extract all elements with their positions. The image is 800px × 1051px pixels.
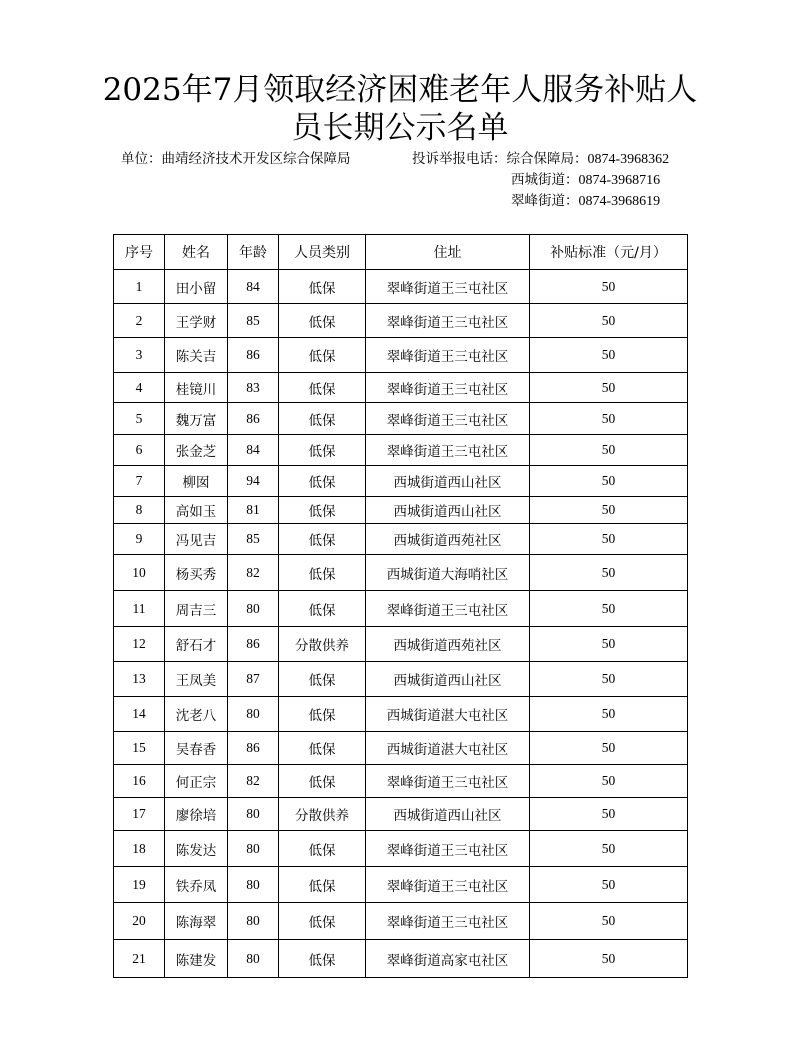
cell-age: 80 — [228, 831, 279, 867]
table-row — [114, 270, 688, 304]
hotline-phone: 0874-3968716 — [578, 173, 661, 188]
cell-age: 81 — [228, 497, 279, 524]
cell-serial: 18 — [114, 831, 165, 867]
cell-name: 周吉三 — [165, 591, 228, 627]
cell-address: 翠峰街道王三屯社区 — [366, 435, 530, 466]
cell-age: 82 — [228, 555, 279, 591]
table-row — [114, 867, 688, 903]
cell-category: 低保 — [279, 270, 366, 304]
header-address: 住址 — [366, 235, 530, 270]
cell-name: 杨买秀 — [165, 555, 228, 591]
issuing-unit — [121, 153, 351, 167]
header-category: 人员类别 — [279, 235, 366, 270]
cell-category: 低保 — [279, 466, 366, 497]
table-row — [114, 591, 688, 627]
table-row — [114, 765, 688, 798]
cell-serial: 9 — [114, 524, 165, 555]
cell-serial: 14 — [114, 697, 165, 732]
cell-subsidy: 50 — [530, 524, 688, 555]
cell-age: 86 — [228, 338, 279, 373]
cell-name: 沈老八 — [165, 697, 228, 732]
cell-address: 西城街道西山社区 — [366, 497, 530, 524]
table-row — [114, 798, 688, 831]
cell-serial: 19 — [114, 867, 165, 903]
document-title-line-1: 2025年7月领取经济困难老年人服务补贴人 — [102, 72, 698, 108]
cell-category: 低保 — [279, 497, 366, 524]
cell-category: 低保 — [279, 732, 366, 765]
cell-name: 张金芝 — [165, 435, 228, 466]
cell-address: 西城街道西山社区 — [366, 466, 530, 497]
table-row — [114, 627, 688, 662]
cell-subsidy: 50 — [530, 497, 688, 524]
cell-subsidy: 50 — [530, 831, 688, 867]
cell-address: 西城街道湛大屯社区 — [366, 697, 530, 732]
cell-category: 低保 — [279, 697, 366, 732]
cell-age: 86 — [228, 627, 279, 662]
cell-address: 翠峰街道王三屯社区 — [366, 304, 530, 338]
cell-name: 田小留 — [165, 270, 228, 304]
cell-serial: 20 — [114, 903, 165, 940]
cell-age: 80 — [228, 697, 279, 732]
table-row — [114, 831, 688, 867]
cell-name: 桂镜川 — [165, 373, 228, 403]
complaint-label: 投诉举报电话： — [412, 151, 507, 167]
cell-name: 魏万富 — [165, 403, 228, 435]
subsidy-roster-table — [113, 234, 688, 978]
cell-age: 86 — [228, 403, 279, 435]
hotline-cuifeng — [511, 195, 660, 209]
cell-name: 陈海翠 — [165, 903, 228, 940]
table-row — [114, 697, 688, 732]
cell-serial: 6 — [114, 435, 165, 466]
table-row — [114, 338, 688, 373]
hotline-xicheng — [511, 174, 660, 188]
cell-subsidy: 50 — [530, 373, 688, 403]
cell-category: 低保 — [279, 435, 366, 466]
cell-serial: 1 — [114, 270, 165, 304]
cell-name: 吴春香 — [165, 732, 228, 765]
cell-subsidy: 50 — [530, 555, 688, 591]
cell-address: 翠峰街道王三屯社区 — [366, 867, 530, 903]
hotline-name: 翠峰街道： — [511, 193, 579, 209]
cell-age: 80 — [228, 903, 279, 940]
cell-serial: 4 — [114, 373, 165, 403]
table-row — [114, 732, 688, 765]
cell-category: 低保 — [279, 524, 366, 555]
cell-address: 翠峰街道王三屯社区 — [366, 373, 530, 403]
cell-serial: 11 — [114, 591, 165, 627]
header-subsidy: 补贴标准（元/月） — [530, 235, 688, 270]
complaint-hotline — [412, 153, 669, 167]
cell-serial: 7 — [114, 466, 165, 497]
unit-label: 单位： — [121, 151, 162, 167]
cell-subsidy: 50 — [530, 867, 688, 903]
cell-subsidy: 50 — [530, 697, 688, 732]
cell-age: 85 — [228, 524, 279, 555]
cell-name: 廖徐培 — [165, 798, 228, 831]
table-row — [114, 524, 688, 555]
cell-subsidy: 50 — [530, 304, 688, 338]
cell-category: 低保 — [279, 591, 366, 627]
cell-age: 87 — [228, 662, 279, 697]
cell-name: 陈发达 — [165, 831, 228, 867]
cell-serial: 5 — [114, 403, 165, 435]
cell-name: 王学财 — [165, 304, 228, 338]
cell-category: 低保 — [279, 338, 366, 373]
hotline-name: 西城街道： — [511, 172, 579, 188]
cell-subsidy: 50 — [530, 765, 688, 798]
cell-category: 低保 — [279, 304, 366, 338]
cell-category: 低保 — [279, 903, 366, 940]
cell-subsidy: 50 — [530, 662, 688, 697]
cell-address: 西城街道大海哨社区 — [366, 555, 530, 591]
cell-subsidy: 50 — [530, 435, 688, 466]
cell-serial: 15 — [114, 732, 165, 765]
table-row — [114, 466, 688, 497]
cell-age: 80 — [228, 798, 279, 831]
cell-serial: 21 — [114, 940, 165, 978]
table-row — [114, 662, 688, 697]
cell-address: 翠峰街道王三屯社区 — [366, 831, 530, 867]
cell-name: 陈建发 — [165, 940, 228, 978]
header-serial: 序号 — [114, 235, 165, 270]
cell-address: 翠峰街道王三屯社区 — [366, 591, 530, 627]
cell-subsidy: 50 — [530, 270, 688, 304]
cell-category: 低保 — [279, 940, 366, 978]
cell-category: 低保 — [279, 373, 366, 403]
cell-serial: 17 — [114, 798, 165, 831]
cell-subsidy: 50 — [530, 940, 688, 978]
cell-name: 何正宗 — [165, 765, 228, 798]
cell-serial: 10 — [114, 555, 165, 591]
unit-name: 曲靖经济技术开发区综合保障局 — [161, 151, 351, 167]
cell-serial: 2 — [114, 304, 165, 338]
cell-category: 低保 — [279, 765, 366, 798]
cell-age: 82 — [228, 765, 279, 798]
cell-age: 80 — [228, 867, 279, 903]
cell-age: 85 — [228, 304, 279, 338]
cell-address: 西城街道西山社区 — [366, 662, 530, 697]
cell-category: 分散供养 — [279, 798, 366, 831]
cell-subsidy: 50 — [530, 466, 688, 497]
cell-name: 王凤美 — [165, 662, 228, 697]
cell-age: 84 — [228, 435, 279, 466]
cell-subsidy: 50 — [530, 338, 688, 373]
cell-category: 低保 — [279, 403, 366, 435]
cell-subsidy: 50 — [530, 903, 688, 940]
table-body — [114, 270, 688, 978]
cell-address: 翠峰街道王三屯社区 — [366, 338, 530, 373]
cell-name: 陈关吉 — [165, 338, 228, 373]
table-row — [114, 435, 688, 466]
cell-name: 冯见吉 — [165, 524, 228, 555]
cell-category: 分散供养 — [279, 627, 366, 662]
cell-category: 低保 — [279, 831, 366, 867]
table-row — [114, 373, 688, 403]
table-row — [114, 555, 688, 591]
cell-address: 翠峰街道王三屯社区 — [366, 270, 530, 304]
cell-subsidy: 50 — [530, 732, 688, 765]
table-row — [114, 903, 688, 940]
cell-category: 低保 — [279, 867, 366, 903]
header-age: 年龄 — [228, 235, 279, 270]
cell-address: 西城街道西山社区 — [366, 798, 530, 831]
table-row — [114, 304, 688, 338]
cell-address: 翠峰街道高家屯社区 — [366, 940, 530, 978]
cell-address: 翠峰街道王三屯社区 — [366, 765, 530, 798]
header-name: 姓名 — [165, 235, 228, 270]
table-row — [114, 940, 688, 978]
table-row — [114, 497, 688, 524]
cell-address: 西城街道西苑社区 — [366, 524, 530, 555]
cell-age: 80 — [228, 591, 279, 627]
cell-address: 翠峰街道王三屯社区 — [366, 903, 530, 940]
cell-address: 西城街道西苑社区 — [366, 627, 530, 662]
cell-category: 低保 — [279, 662, 366, 697]
cell-name: 铁乔凤 — [165, 867, 228, 903]
cell-category: 低保 — [279, 555, 366, 591]
document-title-line-2: 员长期公示名单 — [291, 110, 509, 146]
hotline-phone: 0874-3968619 — [578, 194, 661, 209]
table-row — [114, 403, 688, 435]
cell-serial: 3 — [114, 338, 165, 373]
cell-subsidy: 50 — [530, 403, 688, 435]
cell-address: 翠峰街道王三屯社区 — [366, 403, 530, 435]
hotline-name: 综合保障局： — [506, 151, 588, 167]
table-header-row — [114, 235, 688, 270]
cell-serial: 8 — [114, 497, 165, 524]
cell-age: 94 — [228, 466, 279, 497]
cell-age: 80 — [228, 940, 279, 978]
cell-subsidy: 50 — [530, 591, 688, 627]
cell-name: 舒石才 — [165, 627, 228, 662]
cell-subsidy: 50 — [530, 798, 688, 831]
cell-address: 西城街道湛大屯社区 — [366, 732, 530, 765]
cell-serial: 12 — [114, 627, 165, 662]
cell-serial: 13 — [114, 662, 165, 697]
cell-name: 柳囡 — [165, 466, 228, 497]
cell-subsidy: 50 — [530, 627, 688, 662]
cell-age: 83 — [228, 373, 279, 403]
cell-age: 84 — [228, 270, 279, 304]
cell-serial: 16 — [114, 765, 165, 798]
cell-age: 86 — [228, 732, 279, 765]
cell-name: 高如玉 — [165, 497, 228, 524]
hotline-phone: 0874-3968362 — [587, 152, 670, 167]
